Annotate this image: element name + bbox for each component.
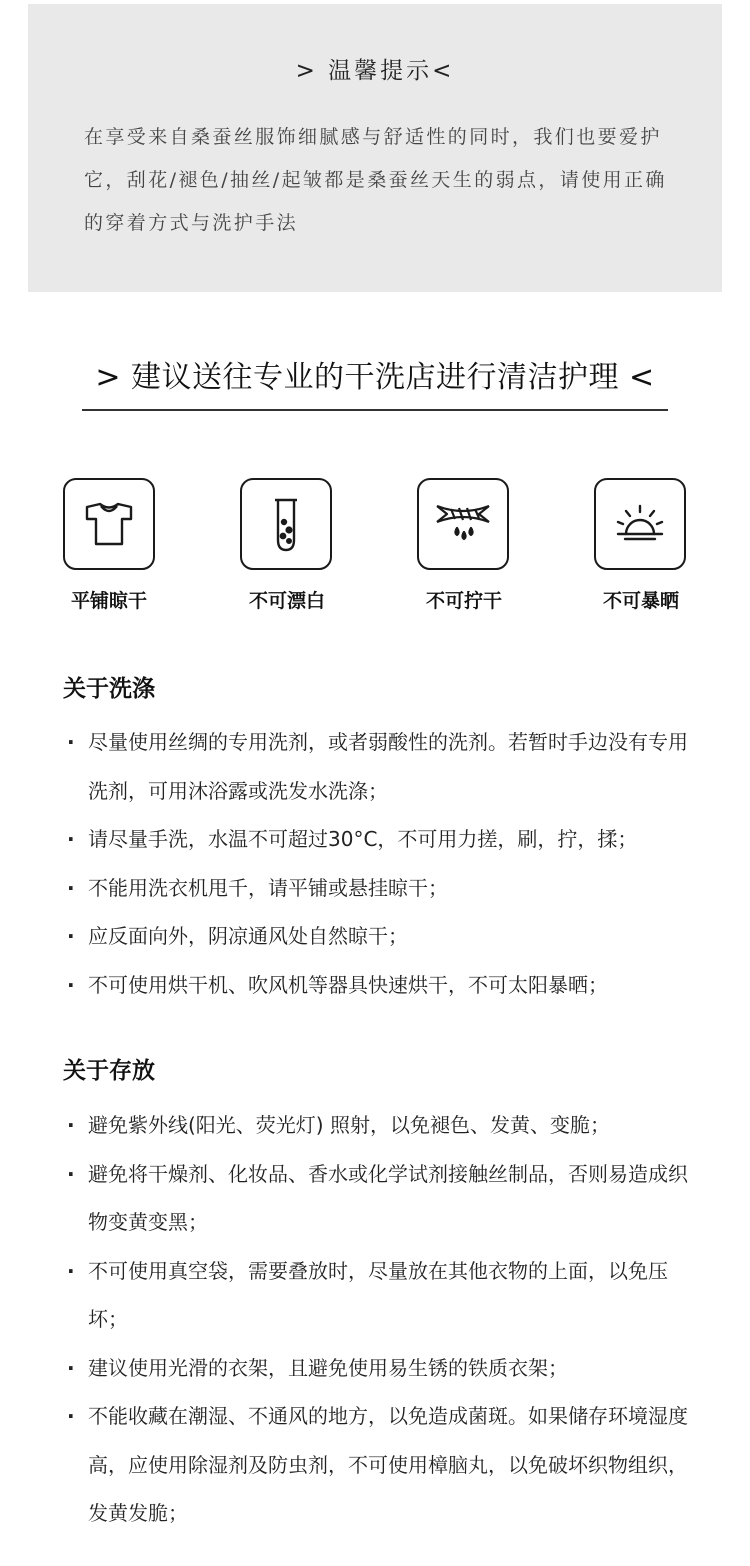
list-item: · 不可使用真空袋，需要叠放时，尽量放在其他衣物的上面，以免压坏； <box>63 1247 703 1344</box>
list-item: · 请尽量手洗，水温不可超过30°C，不可用力搓，刷，拧，揉； <box>63 815 703 864</box>
notice-body: 在享受来自桑蚕丝服饰细腻感与舒适性的同时，我们也要爱护它，刮花/褪色/抽丝/起皱都是桑蚕丝天生的弱点，请使用正确的穿着方式与洗护手法 <box>84 126 667 234</box>
care-label-no-wring: 不可拧干 <box>425 590 502 612</box>
list-item: · 避免将干燥剂、化妆品、香水或化学试剂接触丝制品，否则易造成织物变黄变黑； <box>63 1150 703 1247</box>
list-item: · 建议使用光滑的衣架，且避免使用易生锈的铁质衣架； <box>63 1344 703 1393</box>
list-item: · 不能收藏在潮湿、不通风的地方，以免造成菌斑。如果储存环境湿度高，应使用除湿剂及防虫剂，不可使用樟脑丸，以免破坏织物组织，发黄发脆； <box>63 1392 703 1538</box>
sun-icon <box>594 478 686 570</box>
list-item: · 应反面向外，阴凉通风处自然晾干； <box>63 912 703 961</box>
list-item: · 不能用洗衣机甩千，请平铺或悬挂晾干； <box>63 864 703 913</box>
tshirt-icon <box>63 478 155 570</box>
wring-icon <box>417 478 509 570</box>
list-item: · 不可使用烘干机、吹风机等器具快速烘干，不可太阳暴晒； <box>63 961 703 1010</box>
notice-title: > 温馨提示< <box>295 58 455 84</box>
notice-box <box>28 4 722 292</box>
headline-underline <box>82 409 668 411</box>
washing-list <box>63 718 703 1009</box>
list-item: · 尽量使用丝绸的专用洗剂，或者弱酸性的洗剂。若暂时手边没有专用洗剂，可用沐浴露或洗发水洗涤； <box>63 718 703 815</box>
storage-list <box>63 1101 703 1538</box>
care-label-no-bleach: 不可漂白 <box>248 590 325 612</box>
storage-section-title: 关于存放 <box>63 1058 155 1084</box>
dry-clean-headline: > 建议送往专业的干洗店进行清洁护理 < <box>95 360 655 395</box>
care-label-flat-dry: 平铺晾干 <box>70 590 147 612</box>
test-tube-icon <box>240 478 332 570</box>
washing-section-title: 关于洗涤 <box>63 676 155 702</box>
list-item: · 避免紫外线(阳光、荧光灯) 照射，以免褪色、发黄、变脆； <box>63 1101 703 1150</box>
care-label-no-sun: 不可暴晒 <box>602 590 679 612</box>
